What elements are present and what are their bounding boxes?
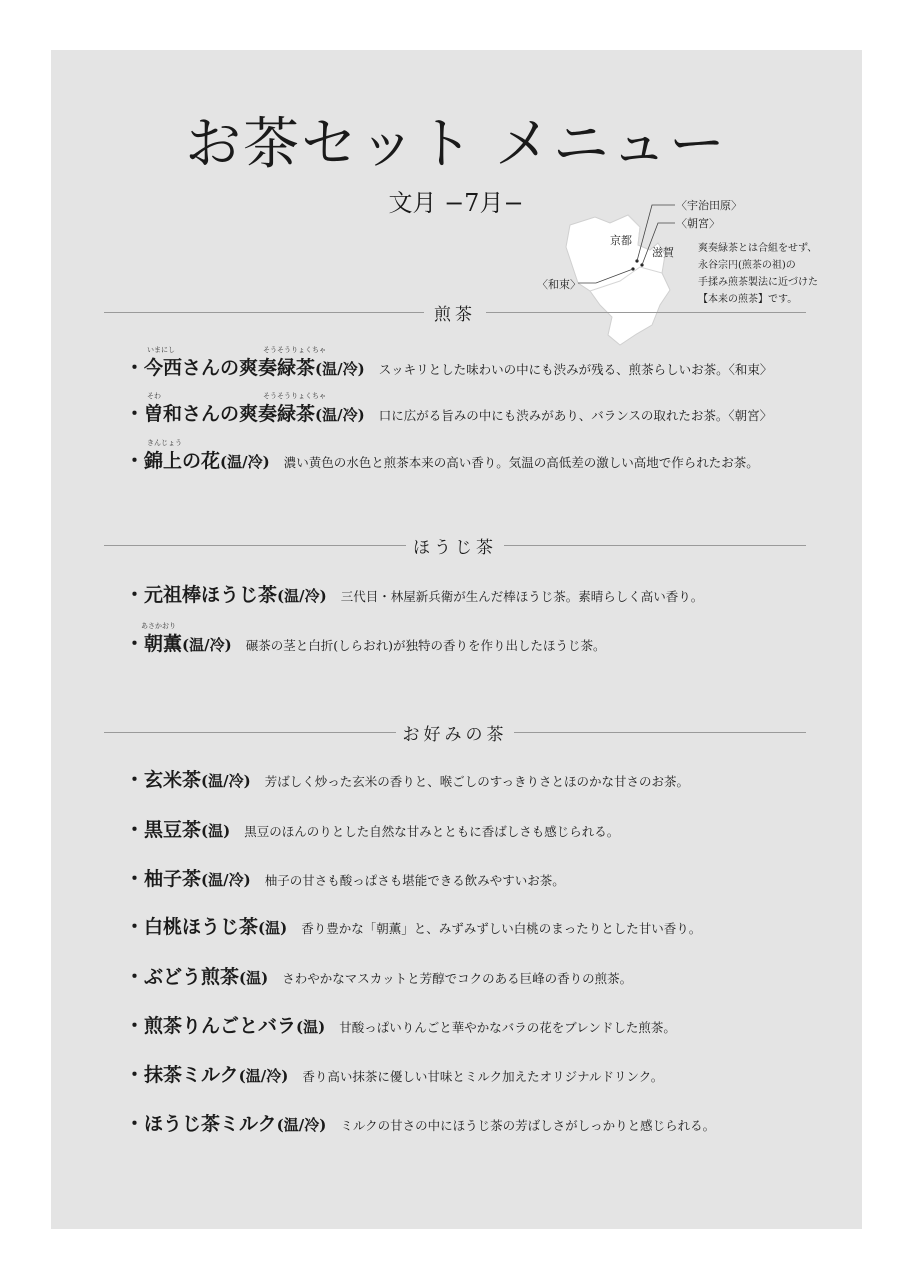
section-title: 煎茶 bbox=[434, 305, 476, 325]
item-desc: 香り豊かな「朝薫」と、みずみずしい白桃のまったりとした甘い香り。 bbox=[301, 921, 702, 936]
item-temp: (温) bbox=[201, 822, 231, 840]
section-title: ほうじ茶 bbox=[413, 538, 497, 558]
section-header-sencha bbox=[104, 300, 806, 324]
list-item: ・ほうじ茶ミルク(温/冷) ミルクの甘さの中にほうじ茶の芳ばしさがしっかりと感じられる。 bbox=[125, 1113, 716, 1135]
list-item: あさかおり ・朝薫(温/冷) 碾茶の茎と白折(しらおれ)が独特の香りを作り出したほうじ茶。 bbox=[125, 622, 606, 655]
item-desc: 香り高い抹茶に優しい甘味とミルク加えたオリジナルドリンク。 bbox=[302, 1069, 664, 1084]
item-name: ほうじ茶ミルク bbox=[144, 1113, 277, 1135]
item-temp: (温/冷) bbox=[315, 360, 365, 378]
item-desc: 黒豆のほんのりとした自然な甘みとともに香ばしさも感じられる。 bbox=[244, 824, 620, 839]
list-item: ・玄米茶(温/冷) 芳ばしく炒った玄米の香りと、喉ごしのすっきりさとほのかな甘さのお茶。 bbox=[125, 769, 689, 791]
item-desc: さわやかなマスカットと芳醇でコクのある巨峰の香りの煎茶。 bbox=[282, 971, 633, 986]
item-temp: (温) bbox=[239, 969, 269, 987]
item-desc: 芳ばしく炒った玄米の香りと、喉ごしのすっきりさとほのかな甘さのお茶。 bbox=[264, 774, 689, 789]
item-temp: (温/冷) bbox=[277, 587, 327, 605]
list-item: きんじょう ・錦上の花(温/冷) 濃い黄色の水色と煎茶本来の高い香り。気温の高低差の激しい高地で作られたお茶。 bbox=[125, 439, 759, 472]
map-note: 爽奏緑茶とは合組をせず、 永谷宗円(煎茶の祖)の 手揉み煎茶製法に近づけた 【本来の煎茶】です。 bbox=[698, 243, 818, 305]
item-name: 玄米茶 bbox=[144, 769, 202, 791]
item-name: 朝薫 bbox=[144, 633, 183, 655]
item-desc: 柚子の甘さも酸っぱさも堪能できる飲みやすいお茶。 bbox=[264, 873, 565, 888]
item-name: 曽和さんの爽奏緑茶 bbox=[144, 403, 316, 425]
list-item: ・柚子茶(温/冷) 柚子の甘さも酸っぱさも堪能できる飲みやすいお茶。 bbox=[125, 868, 565, 890]
item-temp: (温/冷) bbox=[276, 1116, 327, 1134]
item-desc: スッキリとした味わいの中にも渋みが残る、煎茶らしいお茶。〈和束〉 bbox=[378, 362, 773, 377]
item-desc: 甘酸っぱいりんごと華やかなバラの花をブレンドした煎茶。 bbox=[339, 1020, 676, 1035]
item-name: 柚子茶 bbox=[144, 868, 202, 890]
item-name: ぶどう煎茶 bbox=[144, 966, 240, 988]
list-item: いまにし そうそうりょくちゃ ・今西さんの爽奏緑茶(温/冷) スッキリとした味わいの中にも渋みが残る、煎茶らしいお茶。〈和束〉 bbox=[125, 346, 773, 379]
item-name: 今西さんの爽奏緑茶 bbox=[144, 357, 316, 379]
list-item: ・黒豆茶(温) 黒豆のほんのりとした自然な甘みとともに香ばしさも感じられる。 bbox=[125, 819, 620, 841]
item-name: 白桃ほうじ茶 bbox=[144, 916, 259, 938]
list-item: ・ぶどう煎茶(温) さわやかなマスカットと芳醇でコクのある巨峰の香りの煎茶。 bbox=[125, 966, 633, 988]
item-temp: (温) bbox=[296, 1018, 326, 1036]
section-header-houjicha bbox=[104, 533, 806, 557]
section-header-okonomi bbox=[104, 720, 806, 744]
item-temp: (温/冷) bbox=[182, 636, 232, 654]
list-item: そわ そうそうりょくちゃ ・曽和さんの爽奏緑茶(温/冷) 口に広がる旨みの中にも渋みがあり、バランスの取れたお茶。〈朝宮〉 bbox=[125, 392, 773, 425]
label-asamiya: 〈朝宮〉 bbox=[676, 217, 720, 230]
item-temp: (温/冷) bbox=[315, 406, 365, 424]
item-desc: 碾茶の茎と白折(しらおれ)が独特の香りを作り出したほうじ茶。 bbox=[245, 638, 606, 653]
menu-title: お茶セット メニュー bbox=[185, 112, 727, 177]
item-desc: ミルクの甘さの中にほうじ茶の芳ばしさがしっかりと感じられる。 bbox=[340, 1118, 716, 1133]
item-temp: (温/冷) bbox=[220, 453, 270, 471]
item-desc: 三代目・林屋新兵衛が生んだ棒ほうじ茶。素晴らしく高い香り。 bbox=[340, 589, 704, 604]
list-item: ・煎茶りんごとバラ(温) 甘酸っぱいりんごと華やかなバラの花をブレンドした煎茶。 bbox=[125, 1015, 676, 1037]
label-ujitawara: 〈宇治田原〉 bbox=[676, 199, 742, 212]
label-shiga: 滋賀 bbox=[652, 246, 674, 259]
item-temp: (温/冷) bbox=[201, 871, 251, 889]
item-temp: (温) bbox=[258, 919, 288, 937]
list-item: ・元祖棒ほうじ茶(温/冷) 三代目・林屋新兵衛が生んだ棒ほうじ茶。素晴らしく高い香り。 bbox=[125, 584, 704, 606]
item-name: 元祖棒ほうじ茶 bbox=[144, 584, 278, 606]
item-name: 黒豆茶 bbox=[144, 819, 202, 841]
item-name: 煎茶りんごとバラ bbox=[144, 1015, 297, 1037]
list-item: ・抹茶ミルク(温/冷) 香り高い抹茶に優しい甘味とミルク加えたオリジナルドリンク。 bbox=[125, 1064, 664, 1086]
label-kyoto: 京都 bbox=[610, 234, 632, 247]
item-desc: 濃い黄色の水色と煎茶本来の高い香り。気温の高低差の激しい高地で作られたお茶。 bbox=[283, 455, 759, 470]
label-wazuka: 〈和束〉 bbox=[537, 278, 581, 291]
menu-subtitle: 文月 −7月− bbox=[388, 189, 524, 217]
item-temp: (温/冷) bbox=[201, 772, 251, 790]
item-name: 抹茶ミルク bbox=[144, 1064, 239, 1086]
item-desc: 口に広がる旨みの中にも渋みがあり、バランスの取れたお茶。〈朝宮〉 bbox=[378, 408, 773, 423]
item-temp: (温/冷) bbox=[238, 1067, 289, 1085]
section-title: お好みの茶 bbox=[402, 725, 508, 745]
item-name: 錦上の花 bbox=[144, 450, 221, 472]
list-item: ・白桃ほうじ茶(温) 香り豊かな「朝薫」と、みずみずしい白桃のまったりとした甘い香り。 bbox=[125, 916, 702, 938]
